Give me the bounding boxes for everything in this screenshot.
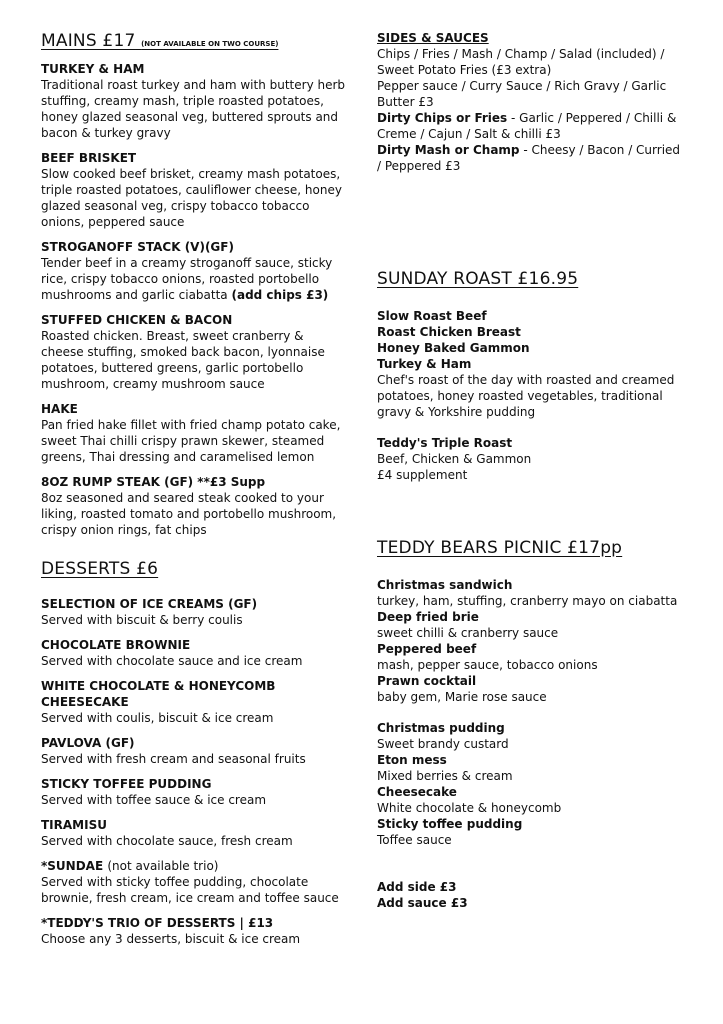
menu-item	[41, 61, 346, 141]
mains-title: MAINS £17	[41, 31, 136, 51]
item-name: STROGANOFF STACK (V)(GF)	[41, 240, 234, 254]
triple-roast-description: Beef, Chicken & Gammon	[377, 452, 532, 466]
menu-item	[41, 735, 346, 767]
menu-item	[41, 678, 346, 726]
item-name: STICKY TOFFEE PUDDING	[41, 777, 212, 791]
menu-item	[41, 776, 346, 808]
picnic-item-description: baby gem, Marie rose sauce	[377, 690, 547, 704]
picnic-item-name: Prawn cocktail	[377, 674, 477, 688]
triple-roast-supplement: £4 supplement	[377, 468, 468, 482]
item-extra: (add chips £3)	[231, 288, 329, 302]
item-description-text: Tender beef in a creamy stroganoff sauce, sticky rice, crispy tobacco onions, roasted portobello mushrooms and garlic ciabatta	[41, 256, 333, 302]
item-name-note: (not available trio)	[107, 859, 219, 873]
item-description: Served with toffee sauce & ice cream	[41, 793, 267, 807]
item-name: BEEF BRISKET	[41, 151, 137, 165]
mains-heading	[41, 30, 346, 55]
sunday-heading: SUNDAY ROAST £16.95	[377, 269, 579, 289]
picnic-item-name: Christmas sandwich	[377, 578, 513, 592]
item-description: Roasted chicken. Breast, sweet cranberry & cheese stuffing, smoked back bacon, lyonnaise potatoes, buttered greens, garlic portobello mushroom, creamy mushroom sauce	[41, 329, 325, 391]
picnic-item-name: Deep fried brie	[377, 610, 479, 624]
dirty-chips-label: Dirty Chips or Fries	[377, 111, 508, 125]
picnic-heading: TEDDY BEARS PICNIC £17pp	[377, 538, 623, 558]
picnic-item-description: Sweet brandy custard	[377, 737, 509, 751]
sauces-line: Pepper sauce / Curry Sauce / Rich Gravy / Garlic Butter £3	[377, 79, 667, 109]
picnic-item-description: Mixed berries & cream	[377, 769, 513, 783]
dirty-chips-line	[377, 110, 687, 142]
dirty-mash-text: - Cheesy / Bacon / Curried / Peppered £3	[377, 143, 681, 173]
item-description: Pan fried hake fillet with fried champ potato cake, sweet Thai chilli crispy prawn skewer, steamed greens, Thai dressing and caramelised lemon	[41, 418, 341, 464]
dirty-mash-label: Dirty Mash or Champ	[377, 143, 520, 157]
item-name-text: *SUNDAE	[41, 859, 104, 873]
sunday-item: Slow Roast Beef	[377, 309, 487, 323]
dirty-chips-text: - Garlic / Peppered / Chilli & Creme / Cajun / Salt & chilli £3	[377, 111, 677, 141]
picnic-item-name: Eton mess	[377, 753, 447, 767]
item-description: Slow cooked beef brisket, creamy mash potatoes, triple roasted potatoes, cauliflower cheese, honey glazed seasonal veg, crispy tobacco tobacco onions, peppered sauce	[41, 167, 342, 229]
item-name: PAVLOVA (GF)	[41, 736, 135, 750]
right-column	[377, 30, 687, 911]
left-column	[41, 30, 346, 956]
item-name: WHITE CHOCOLATE & HONEYCOMB CHEESECAKE	[41, 679, 276, 709]
item-description	[41, 255, 346, 303]
sides-line: Chips / Fries / Mash / Champ / Salad (included) / Sweet Potato Fries (£3 extra)	[377, 47, 665, 77]
sides-heading: SIDES & SAUCES	[377, 31, 489, 45]
menu-item	[41, 596, 346, 628]
triple-roast-name: Teddy's Triple Roast	[377, 436, 513, 450]
picnic-item-name: Cheesecake	[377, 785, 457, 799]
menu-item	[41, 312, 346, 392]
menu-item	[41, 915, 346, 947]
item-name: TIRAMISU	[41, 818, 107, 832]
menu-item	[41, 150, 346, 230]
sunday-description: Chef's roast of the day with roasted and creamed potatoes, honey roasted vegetables, traditional gravy & Yorkshire pudding	[377, 373, 675, 419]
item-name	[41, 858, 346, 874]
menu-item	[41, 817, 346, 849]
item-name: SELECTION OF ICE CREAMS (GF)	[41, 597, 258, 611]
sunday-item: Roast Chicken Breast	[377, 325, 521, 339]
item-description: Served with fresh cream and seasonal fruits	[41, 752, 306, 766]
item-description: Served with sticky toffee pudding, chocolate brownie, fresh cream, ice cream and toffee sauce	[41, 875, 339, 905]
item-description: Served with chocolate sauce, fresh cream	[41, 834, 293, 848]
item-description: Traditional roast turkey and ham with buttery herb stuffing, creamy mash, triple roasted potatoes, honey glazed seasonal veg, buttered sprouts and bacon & turkey gravy	[41, 78, 346, 140]
item-name: TURKEY & HAM	[41, 62, 145, 76]
item-description: Served with chocolate sauce and ice cream	[41, 654, 303, 668]
add-sauce-note: Add sauce £3	[377, 896, 468, 910]
item-name: HAKE	[41, 402, 78, 416]
item-description: 8oz seasoned and seared steak cooked to your liking, roasted tomato and portobello mushroom, crispy onion rings, fat chips	[41, 491, 337, 537]
item-name: CHOCOLATE BROWNIE	[41, 638, 191, 652]
desserts-heading: DESSERTS £6	[41, 559, 159, 579]
picnic-item-description: mash, pepper sauce, tobacco onions	[377, 658, 598, 672]
picnic-item-description: sweet chilli & cranberry sauce	[377, 626, 559, 640]
item-name: STUFFED CHICKEN & BACON	[41, 313, 233, 327]
item-description: Served with biscuit & berry coulis	[41, 613, 243, 627]
item-name: *TEDDY'S TRIO OF DESSERTS | £13	[41, 916, 274, 930]
mains-note: (NOT AVAILABLE ON TWO COURSE)	[141, 40, 279, 48]
sunday-item: Honey Baked Gammon	[377, 341, 530, 355]
menu-item	[41, 239, 346, 303]
picnic-item-name: Christmas pudding	[377, 721, 505, 735]
picnic-item-name: Sticky toffee pudding	[377, 817, 523, 831]
picnic-item-name: Peppered beef	[377, 642, 477, 656]
picnic-item-description: Toffee sauce	[377, 833, 452, 847]
menu-item	[41, 474, 346, 538]
sunday-item: Turkey & Ham	[377, 357, 472, 371]
picnic-item-description: turkey, ham, stuffing, cranberry mayo on ciabatta	[377, 594, 678, 608]
dirty-mash-line	[377, 142, 687, 174]
item-name: 8OZ RUMP STEAK (GF) **£3 Supp	[41, 475, 266, 489]
add-side-note: Add side £3	[377, 880, 457, 894]
menu-item	[41, 401, 346, 465]
picnic-item-description: White chocolate & honeycomb	[377, 801, 562, 815]
item-description: Served with coulis, biscuit & ice cream	[41, 711, 274, 725]
item-description: Choose any 3 desserts, biscuit & ice cream	[41, 932, 301, 946]
menu-item	[41, 637, 346, 669]
menu-item	[41, 858, 346, 906]
